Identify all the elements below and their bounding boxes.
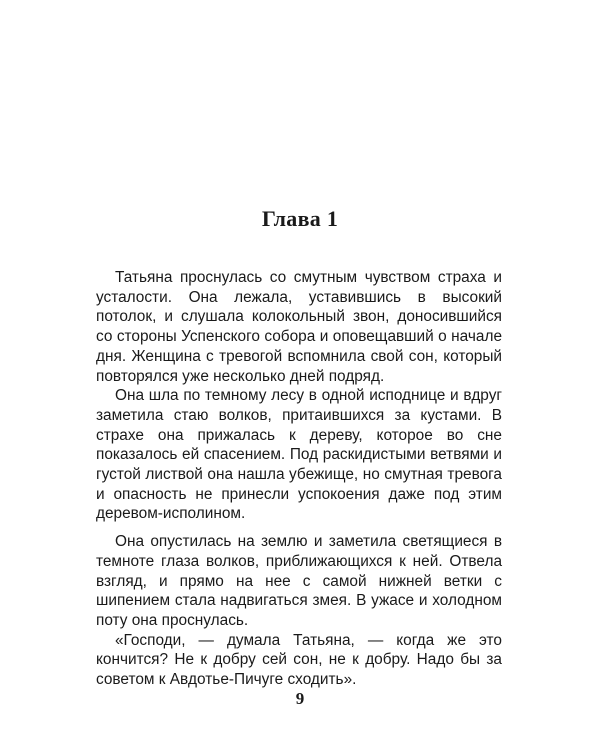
chapter-text: [96, 268, 502, 690]
chapter-title: Глава 1: [261, 206, 339, 231]
paragraph-1: Татьяна проснулась со смутным чувством страха и усталости. Она лежала, уставившись в высокий потолок, и слушала колокольный звон, доносившийся со стороны Успенского собора и оповещавший о начале дня. Женщина с тревогой вспомнила свой сон, который повторялся уже несколько дней подряд.: [96, 269, 502, 385]
paragraph-2: Она шла по темному лесу в одной исподнице и вдруг заметила стаю волков, притаившихся за кустами. В страхе она прижалась к дереву, которое во сне показалось ей спасением. Под раскидистыми ветвями и густой листвой она нашла убежище, но смутная тревога и опасность не принесли успокоения даже под этим деревом-исполином.: [96, 387, 502, 523]
paragraph-3: Она опустилась на землю и заметила светящиеся в темноте глаза волков, приближающихся к ней. Отвела взгляд, и прямо на нее с самой нижней ветки с шипением стала надвигаться змея. В ужасе и холодном поту она проснулась.: [96, 533, 502, 629]
paragraph-4: «Господи, — думала Татьяна, — когда же это кончится? Не к добру сей сон, не к добру. Надо бы за советом к Авдотье-Пичуге сходить».: [96, 631, 502, 689]
page-number: 9: [295, 689, 305, 708]
